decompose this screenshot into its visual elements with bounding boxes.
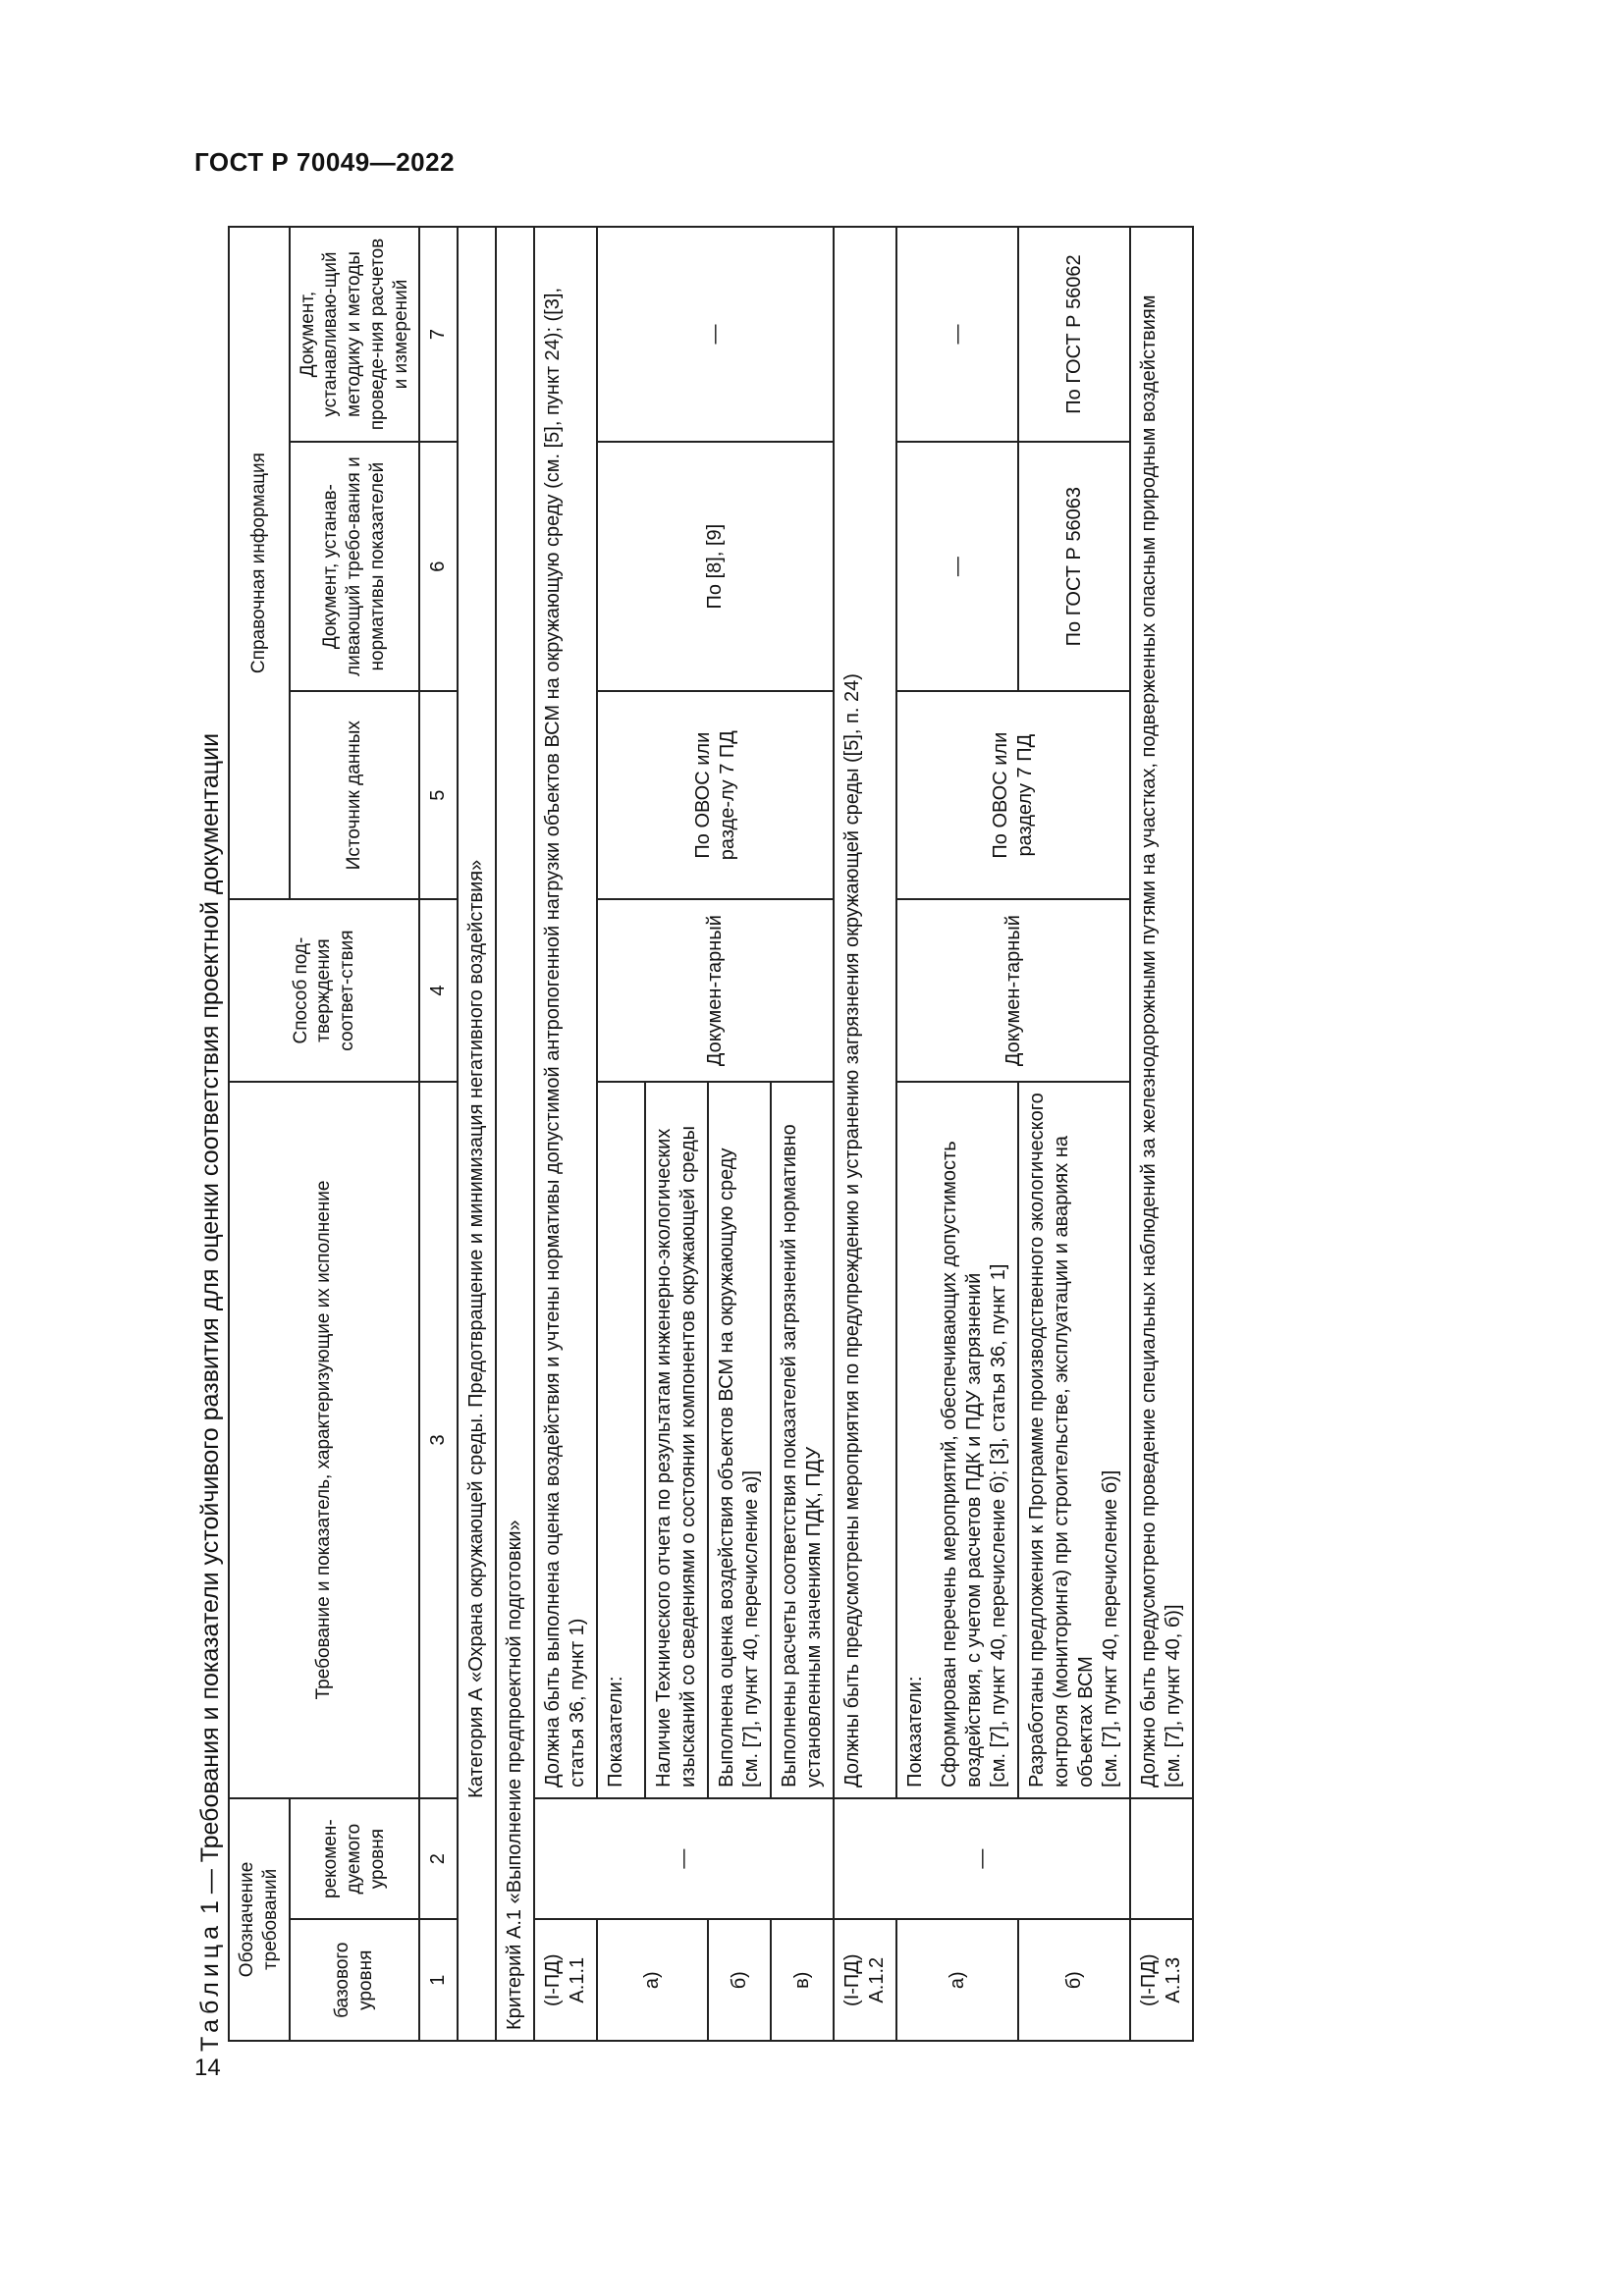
- indicator-text: Наличие Технического отчета по результатам инженерно-экологических изысканий со сведениями о состоянии компонентов окружающей среды: [645, 1082, 708, 1798]
- recommended-empty: [1130, 1798, 1193, 1920]
- col-number: 5: [419, 691, 458, 899]
- indicators-heading: Показатели:: [605, 1676, 627, 1788]
- indicator-code: б): [708, 1919, 771, 2041]
- table-row: [896, 227, 1018, 2041]
- col-number: 2: [419, 1798, 458, 1920]
- indicator-code: в): [771, 1919, 834, 2041]
- indicators-label: [597, 1082, 645, 1798]
- requirement-code: (I-ПД) А.1.1: [534, 1919, 597, 2041]
- confirmation-method: Докумен-тарный: [896, 899, 1130, 1082]
- category-row: [458, 227, 496, 2041]
- table-row: [834, 227, 896, 2041]
- table-row: [1018, 227, 1130, 2041]
- recommended-dash: —: [534, 1798, 834, 1920]
- rotated-table-container: [228, 226, 1194, 2042]
- header-row-1: [229, 227, 290, 2041]
- col-number: 4: [419, 899, 458, 1082]
- requirement-cell: [1130, 227, 1193, 1798]
- data-source: По ОВОС или разде-лу 7 ПД: [597, 691, 834, 899]
- column-numbers-row: [419, 227, 458, 2041]
- header-designation: Обозначение требований: [229, 1798, 290, 2041]
- indicator-code: б): [1018, 1919, 1130, 2041]
- criterion-row: [496, 227, 534, 2041]
- norm-document: По [8], [9]: [597, 442, 834, 691]
- document-header: ГОСТ Р 70049—2022: [194, 147, 456, 177]
- indicator-cell: [896, 1082, 1018, 1798]
- norm-document: По ГОСТ Р 56063: [1018, 442, 1130, 691]
- requirement-text: Должна быть выполнена оценка воздействия и учтены нормативы допустимой антропогенной нагрузки объектов ВСМ на окружающую среду (см. [5], пункт 24); ([3], статья 36, пункт 1): [534, 227, 597, 1798]
- table-row: [597, 227, 645, 2041]
- header-method: Способ под-тверждения соответ-ствия: [229, 899, 419, 1082]
- indicator-code: а): [597, 1919, 708, 2041]
- col-number: 1: [419, 1919, 458, 2041]
- header-base: базового уровня: [290, 1919, 420, 2041]
- method-document: —: [896, 227, 1018, 442]
- indicator-text: Выполнена оценка воздействия объектов ВСМ на окружающую среду: [716, 1148, 738, 1788]
- header-requirement: Требование и показатель, характеризующие их исполнение: [229, 1082, 419, 1798]
- requirement-code: (I-ПД) А.1.3: [1130, 1919, 1193, 2041]
- indicators-heading: Показатели:: [904, 1676, 927, 1788]
- confirmation-method: Докумен-тарный: [597, 899, 834, 1082]
- header-source: Источник данных: [290, 691, 420, 899]
- indicator-cell: [708, 1082, 771, 1798]
- header-reference: Справочная информация: [229, 227, 290, 899]
- indicator-text: Выполнены расчеты соответствия показателей загрязнений нормативно установленным значениям ПДК, ПДУ: [771, 1082, 834, 1798]
- recommended-dash: —: [834, 1798, 1130, 1920]
- table-caption-text: 1 — Требования и показатели устойчивого развития для оценки соответствия проектной документации: [196, 732, 224, 1921]
- method-document: —: [597, 227, 834, 442]
- indicator-text: Разработаны предложения к Программе производственного экологического контроля (мониторинга) при строительстве, эксплуатации и авариях на объектах ВСМ: [1026, 1093, 1098, 1788]
- col-number: 3: [419, 1082, 458, 1798]
- header-recommended: рекомен-дуемого уровня: [290, 1798, 420, 1920]
- category-title: Категория А «Охрана окружающей среды. Предотвращение и минимизация негативного воздействия»: [458, 227, 496, 1798]
- indicator-ref: [см. [7], пункт 40, перечисление а)]: [740, 1469, 763, 1788]
- page-number: 14: [194, 2055, 221, 2081]
- norm-document: —: [896, 442, 1018, 691]
- col-number: 7: [419, 227, 458, 442]
- table-row: [1130, 227, 1193, 2041]
- indicator-ref: [см. [7], пункт 40, перечисление б); [3], статья 36, пункт 1]: [988, 1263, 1010, 1788]
- indicator-ref: [см. [7], пункт 40, перечисление б)]: [1100, 1469, 1122, 1788]
- indicator-text: Сформирован перечень мероприятий, обеспечивающих допустимость воздействия, с учетом расчетов ПДК и ПДУ загрязнений: [939, 1141, 986, 1788]
- data-source: По ОВОС или разделу 7 ПД: [896, 691, 1130, 899]
- table-caption-prefix: Таблица: [196, 1920, 224, 2052]
- indicator-cell: [1018, 1082, 1130, 1798]
- requirements-table: [228, 226, 1194, 2042]
- method-document: По ГОСТ Р 56062: [1018, 227, 1130, 442]
- requirement-text: Должно быть предусмотрено проведение специальных наблюдений за железнодорожными путями на участках, подверженных опасным природным воздействиям: [1138, 294, 1161, 1788]
- table-caption: [196, 726, 225, 2052]
- table-row: [534, 227, 597, 2041]
- header-norm-doc: Документ, устанав-ливающий требо-вания и нормативы показателей: [290, 442, 420, 691]
- requirement-code: (I-ПД) А.1.2: [834, 1919, 896, 2041]
- requirement-ref: [см. [7], пункт 40, б)]: [1163, 1604, 1185, 1788]
- header-method-doc: Документ, устанавливаю-щий методику и методы проведе-ния расчетов и измерений: [290, 227, 420, 442]
- requirement-text: Должны быть предусмотрены мероприятия по предупреждению и устранению загрязнения окружающей среды ([5], п. 24): [834, 227, 896, 1798]
- criterion-title: Критерий А.1 «Выполнение предпроектной подготовки»: [496, 227, 534, 2041]
- col-number: 6: [419, 442, 458, 691]
- indicator-code: а): [896, 1919, 1018, 2041]
